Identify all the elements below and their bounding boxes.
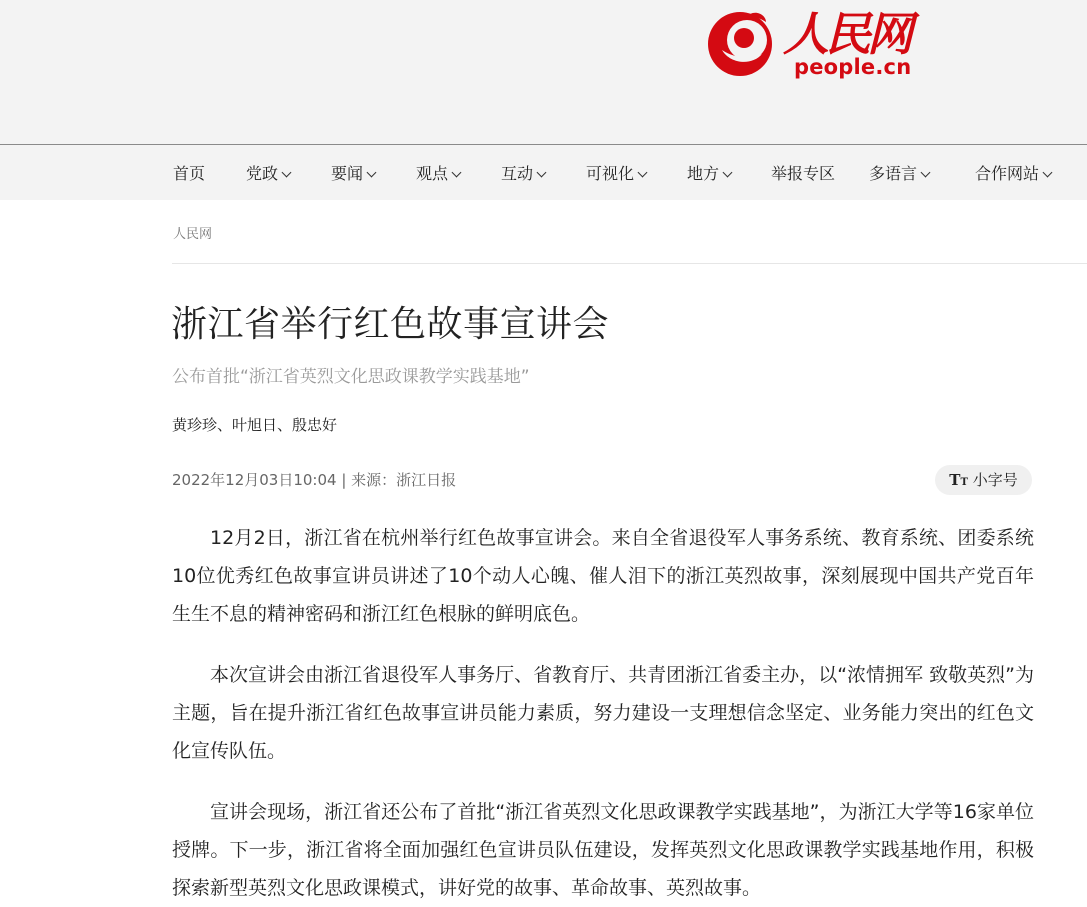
article-authors: 黄珍珍、叶旭日、殷忠好	[172, 416, 338, 434]
nav-label: 要闻	[331, 164, 364, 183]
chevron-down-icon	[367, 168, 377, 178]
chevron-down-icon	[1043, 168, 1053, 178]
logo-chinese-text: 人民网	[783, 7, 909, 61]
chevron-down-icon	[282, 168, 292, 178]
logo-emblem-icon	[700, 2, 780, 82]
nav-label: 举报专区	[771, 164, 836, 183]
nav-item-languages[interactable]	[869, 145, 929, 201]
nav-label: 多语言	[869, 164, 918, 183]
article-paragraph: 本次宣讲会由浙江省退役军人事务厅、省教育厅、共青团浙江省委主办，以“浓情拥军 致敬英烈”为主题，旨在提升浙江省红色故事宣讲员能力素质，努力建设一支理想信念坚定、业务能力突出的红色文化宣传队伍。	[172, 664, 1034, 762]
chevron-down-icon	[452, 168, 462, 178]
chevron-down-icon	[723, 168, 733, 178]
nav-label: 合作网站	[975, 164, 1040, 183]
breadcrumb[interactable]: 人民网	[173, 227, 213, 242]
nav-item-report[interactable]	[771, 145, 835, 201]
article-title: 浙江省举行红色故事宣讲会	[171, 304, 610, 345]
article-paragraph: 12月2日，浙江省在杭州举行红色故事宣讲会。来自全省退役军人事务系统、教育系统、团委系统10位优秀红色故事宣讲员讲述了10个动人心魄、催人泪下的浙江英烈故事，深刻展现中国共产党百年生生不息的精神密码和浙江红色根脉的鲜明底色。	[172, 527, 1034, 625]
nav-item-opinion[interactable]	[416, 145, 460, 201]
nav-item-interact[interactable]	[501, 145, 545, 201]
nav-item-partners[interactable]	[975, 145, 1051, 201]
chevron-down-icon	[921, 168, 931, 178]
article-subtitle: 公布首批“浙江省英烈文化思政课教学实践基地”	[172, 367, 530, 387]
article-meta: 2022年12月03日10:04 | 来源：浙江日报	[172, 471, 457, 489]
nav-label: 党政	[246, 164, 279, 183]
logo-domain-text: people.cn	[794, 55, 912, 79]
font-size-label: 小字号	[972, 471, 1018, 489]
nav-label: 首页	[173, 164, 206, 183]
nav-item-party[interactable]	[246, 145, 290, 201]
chevron-down-icon	[537, 168, 547, 178]
divider	[172, 263, 1087, 264]
nav-item-home[interactable]	[173, 145, 205, 201]
nav-item-local[interactable]	[687, 145, 731, 201]
nav-item-visual[interactable]	[586, 145, 646, 201]
nav-label: 互动	[501, 164, 534, 183]
nav-item-news[interactable]	[331, 145, 375, 201]
nav-label: 地方	[687, 164, 720, 183]
people-cn-logo[interactable]	[700, 2, 930, 82]
font-size-button[interactable]	[935, 465, 1032, 495]
main-nav	[0, 144, 1087, 200]
article-paragraph: 宣讲会现场，浙江省还公布了首批“浙江省英烈文化思政课教学实践基地”，为浙江大学等16家单位授牌。下一步，浙江省将全面加强红色宣讲员队伍建设，发挥英烈文化思政课教学实践基地作用，积极探索新型英烈文化思政课模式，讲好党的故事、革命故事、英烈故事。	[172, 801, 1034, 899]
chevron-down-icon	[638, 168, 648, 178]
nav-label: 观点	[416, 164, 449, 183]
nav-label: 可视化	[586, 164, 635, 183]
text-size-icon: TT	[949, 471, 968, 489]
site-header	[0, 0, 1087, 144]
